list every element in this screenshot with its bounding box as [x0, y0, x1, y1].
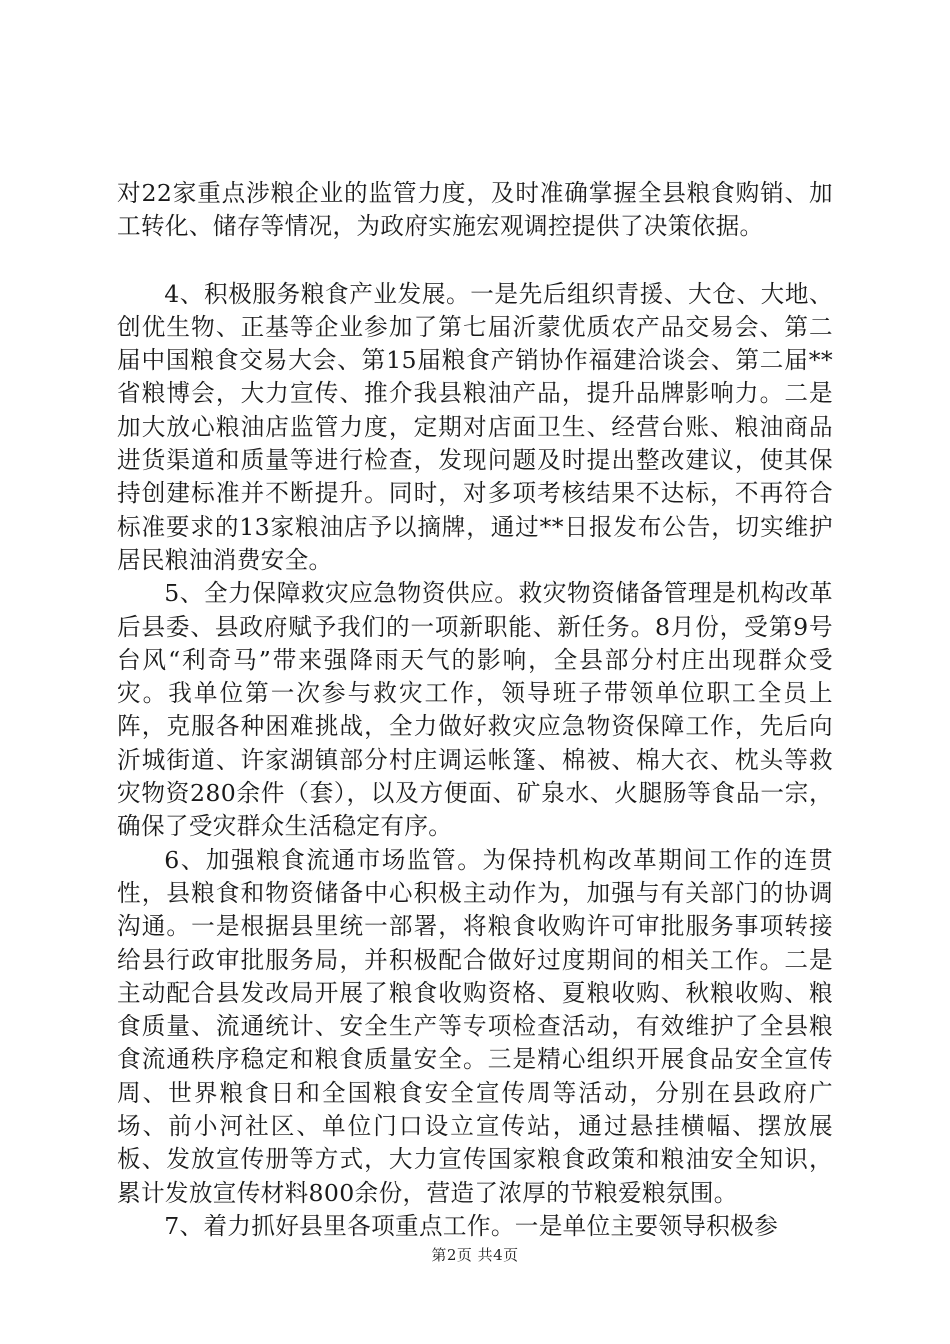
document-body	[117, 177, 833, 1243]
page-number-footer: 第2页 共4页	[431, 1246, 519, 1264]
paragraph-item-7: 7、着力抓好县里各项重点工作。一是单位主要领导积极参	[164, 1211, 779, 1240]
paragraph-item-5: 5、全力保障救灾应急物资供应。救灾物资储备管理是机构改革后县委、县政府赋予我们的一项新职能、新任务。8月份，受第9号台风“利奇马”带来强降雨天气的影响，全县部分村庄出现群众受灾。我单位第一次参与救灾工作，领导班子带领单位职工全员上阵，克服各种困难挑战，全力做好救灾应急物资保障工作，先后向沂城街道、许家湖镇部分村庄调运帐篷、棉被、棉大衣、枕头等救灾物资280余件（套），以及方便面、矿泉水、火腿肠等食品一宗，确保了受灾群众生活稳定有序。	[117, 579, 833, 841]
paragraph-item-6: 6、加强粮食流通市场监管。为保持机构改革期间工作的连贯性，县粮食和物资储备中心积极主动作为，加强与有关部门的协调沟通。一是根据县里统一部署，将粮食收购许可审批服务事项转接给县行政审批服务局，并积极配合做好过度期间的相关工作。二是主动配合县发改局开展了粮食收购资格、夏粮收购、秋粮收购、粮食质量、流通统计、安全生产等专项检查活动，有效维护了全县粮食流通秩序稳定和粮食质量安全。三是精心组织开展食品安全宣传周、世界粮食日和全国粮食安全宣传周等活动，分别在县政府广场、前小河社区、单位门口设立宣传站，通过悬挂横幅、摆放展板、发放宣传册等方式，大力宣传国家粮食政策和粮油安全知识，累计发放宣传材料800余份，营造了浓厚的节粮爱粮氛围。	[117, 845, 833, 1207]
paragraph-item-4: 4、积极服务粮食产业发展。一是先后组织青援、大仓、大地、创优生物、正基等企业参加了第七届沂蒙优质农产品交易会、第二届中国粮食交易大会、第15届粮食产销协作福建洽谈会、第二届**省粮博会，大力宣传、推介我县粮油产品，提升品牌影响力。二是加大放心粮油店监管力度，定期对店面卫生、经营台账、粮油商品进货渠道和质量等进行检查，发现问题及时提出整改建议，使其保持创建标准并不断提升。同时，对多项考核结果不达标，不再符合标准要求的13家粮油店予以摘牌，通过**日报发布公告，切实维护居民粮油消费安全。	[117, 279, 833, 574]
paragraph-continuation: 对22家重点涉粮企业的监管力度，及时准确掌握全县粮食购销、加工转化、储存等情况，为政府实施宏观调控提供了决策依据。	[117, 179, 833, 241]
